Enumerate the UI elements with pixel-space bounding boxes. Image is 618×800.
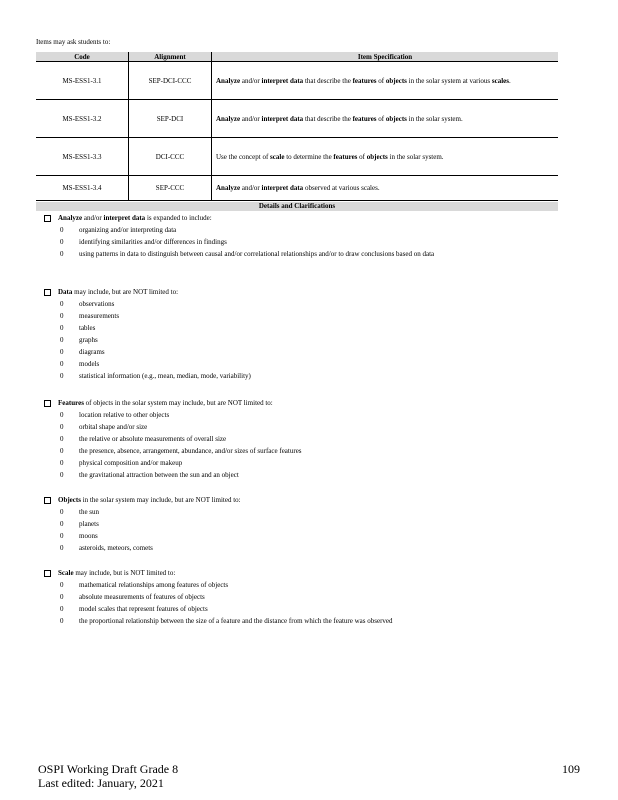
intro-text: Items may ask students to:: [36, 38, 111, 46]
features-section: [44, 397, 558, 481]
checkbox-bullet-icon: [44, 497, 51, 504]
table-row: [36, 138, 558, 176]
code-header: Code: [36, 52, 129, 62]
checkbox-bullet-icon: [44, 400, 51, 407]
list-item: 0 measurements: [60, 310, 558, 322]
list-item: 0 the gravitational attraction between the sun and an object: [60, 469, 558, 481]
list-item: 0 models: [60, 358, 558, 370]
list-item: 0 orbital shape and/or size: [60, 421, 558, 433]
alignment-cell: SEP-DCI-CCC: [129, 62, 212, 100]
list-item: 0 location relative to other objects: [60, 409, 558, 421]
table-row: [36, 100, 558, 138]
alignment-cell: DCI-CCC: [129, 138, 212, 176]
section-heading: Scale may include, but is NOT limited to:: [44, 567, 558, 579]
spec-cell: Use the concept of scale to determine the features of objects in the solar system.: [212, 138, 559, 176]
table-header-row: [36, 52, 558, 62]
section-heading: Data may include, but are NOT limited to:: [44, 286, 558, 298]
table-row: [36, 176, 558, 201]
item-spec-header: Item Specification: [212, 52, 559, 62]
details-header: Details and Clarifications: [36, 202, 558, 211]
list-item: 0 the proportional relationship between the size of a feature and the distance from which the feature was observed: [60, 615, 558, 627]
section-heading: Analyze and/or interpret data is expanded to include:: [44, 212, 558, 224]
list-item: 0 identifying similarities and/or differences in findings: [60, 236, 558, 248]
list-item: 0 moons: [60, 530, 558, 542]
list-item: 0 using patterns in data to distinguish between causal and/or correlational relationships and/or to draw conclusions based on data: [60, 248, 558, 260]
alignment-header: Alignment: [129, 52, 212, 62]
code-cell: MS-ESS1-3.2: [36, 100, 129, 138]
list-item: 0 absolute measurements of features of objects: [60, 591, 558, 603]
list-item: 0 physical composition and/or makeup: [60, 457, 558, 469]
list-item: 0 the relative or absolute measurements of overall size: [60, 433, 558, 445]
footer-draft-label: OSPI Working Draft Grade 8: [38, 762, 179, 776]
spec-cell: Analyze and/or interpret data that describe the features of objects in the solar system at various scales.: [212, 62, 559, 100]
list-item: 0 asteroids, meteors, comets: [60, 542, 558, 554]
objects-section: [44, 494, 558, 554]
list-item: 0 planets: [60, 518, 558, 530]
alignment-cell: SEP-DCI: [129, 100, 212, 138]
code-cell: MS-ESS1-3.1: [36, 62, 129, 100]
list-item: 0 mathematical relationships among features of objects: [60, 579, 558, 591]
list-item: 0 organizing and/or interpreting data: [60, 224, 558, 236]
spec-cell: Analyze and/or interpret data observed at various scales.: [212, 176, 559, 201]
alignment-cell: SEP-CCC: [129, 176, 212, 201]
list-item: 0 the presence, absence, arrangement, abundance, and/or sizes of surface features: [60, 445, 558, 457]
footer-edited-date: Last edited: January, 2021: [38, 776, 164, 790]
list-item: 0 the sun: [60, 506, 558, 518]
section-heading: Objects in the solar system may include, but are NOT limited to:: [44, 494, 558, 506]
scale-section: [44, 567, 558, 627]
list-item: 0 diagrams: [60, 346, 558, 358]
code-cell: MS-ESS1-3.3: [36, 138, 129, 176]
list-item: 0 model scales that represent features of objects: [60, 603, 558, 615]
table-row: [36, 62, 558, 100]
analyze-section: [44, 212, 558, 260]
list-item: 0 statistical information (e.g., mean, median, mode, variability): [60, 370, 558, 382]
list-item: 0 graphs: [60, 334, 558, 346]
checkbox-bullet-icon: [44, 215, 51, 222]
code-cell: MS-ESS1-3.4: [36, 176, 129, 201]
section-heading: Features of objects in the solar system may include, but are NOT limited to:: [44, 397, 558, 409]
page-number: 109: [562, 762, 580, 776]
list-item: 0 observations: [60, 298, 558, 310]
data-section: [44, 286, 558, 382]
checkbox-bullet-icon: [44, 570, 51, 577]
item-spec-table: [36, 52, 558, 201]
checkbox-bullet-icon: [44, 289, 51, 296]
spec-cell: Analyze and/or interpret data that describe the features of objects in the solar system.: [212, 100, 559, 138]
list-item: 0 tables: [60, 322, 558, 334]
